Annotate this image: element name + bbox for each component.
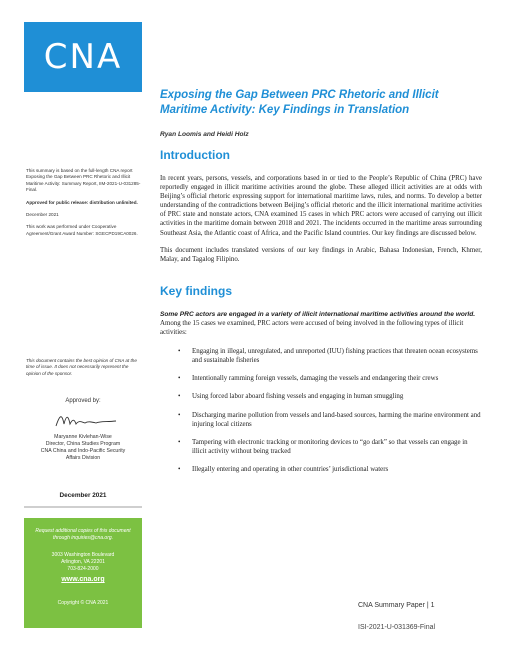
- website-link[interactable]: www.cna.org: [61, 576, 105, 583]
- sidebar-notes: [26, 168, 142, 243]
- approved-by-label: Approved by:: [65, 398, 101, 404]
- summary-note: This summary is based on the full-length CNA report Exposing the Gap Between PRC Rhetoric and Illicit Maritime Activity: Summary Report, IIM-2021-U-031285-Final.: [26, 168, 141, 193]
- approver-name: Maryanne Kivlehan-Wise: [54, 434, 112, 440]
- logo-text: CNA: [43, 37, 123, 77]
- introduction-heading: Introduction: [160, 148, 230, 162]
- phone: 703-824-2000: [67, 565, 99, 572]
- list-item: • Using forced labor aboard fishing vessels and engaging in human smuggling: [178, 393, 404, 401]
- key-findings-intro: [160, 310, 482, 337]
- bullet-icon: •: [178, 466, 181, 474]
- intro-paragraph-2: This document includes translated versions of our key findings in Arabic, Bahasa Indonesian, French, Khmer, Malay, and Tagalog Filipino.: [160, 246, 482, 263]
- footer-document-id: ISI-2021-U-031369-Final: [358, 624, 436, 631]
- document-page: [10, 8, 500, 648]
- approver-title-2: CNA China and Indo-Pacific Security: [40, 448, 126, 454]
- main-content: [160, 88, 482, 484]
- key-findings-lead: Some PRC actors are engaged in a variety of illicit international maritime activities around the world.: [160, 310, 476, 318]
- list-item: • Illegally entering and operating in other countries’ jurisdictional waters: [178, 466, 389, 474]
- approver-block: [24, 434, 142, 462]
- contact-box: [24, 518, 142, 628]
- approver-title-1: Director, China Studies Program: [45, 441, 121, 447]
- address: [28, 552, 138, 572]
- sidebar-divider: [24, 506, 142, 508]
- list-item: • Discharging marine pollution from vessels and land-based sources, harming the marine environment and injuring local citizens: [178, 411, 481, 428]
- copyright: Copyright © CNA 2021: [57, 600, 109, 606]
- contract-note: This work was performed under Cooperative Agreement/Grant Award Number: SGECPD19CA0026.: [26, 224, 138, 236]
- opinion-note: This document contains the best opinion of CNA at the time of issue. It does not necessarily represent the opinion of the sponsor.: [26, 358, 137, 376]
- list-item: • Intentionally ramming foreign vessels, damaging the vessels and endangering their crews: [178, 375, 439, 383]
- bullet-icon: •: [178, 393, 181, 401]
- document-title: Exposing the Gap Between PRC Rhetoric and Illicit Maritime Activity: Key Findings in Translation: [160, 89, 439, 116]
- bullet-icon: •: [178, 347, 181, 355]
- sidebar-date: December 2021: [59, 492, 107, 499]
- bullet-icon: •: [178, 375, 181, 383]
- sidebar-date-small: December 2021: [26, 212, 59, 218]
- findings-list: [160, 347, 482, 475]
- list-item: • Tampering with electronic tracking or monitoring devices to “go dark” so that vessels can engage in illicit activity without being tracked: [178, 439, 468, 456]
- intro-paragraph-1: In recent years, persons, vessels, and corporations based in or tied to the People’s Republic of China (PRC) have reportedly engaged in illicit maritime activities around the globe. These alleged illicit activities are at odds with Beijing’s official rhetoric expressing support for international maritime laws, rules, and norms. To develop a better understanding of the contradictions between Beijing’s official rhetoric and the illicit international maritime activities of PRC state and nonstate actors, CNA examined 15 cases in which PRC actors were accused of carrying out illicit activities in the maritime domain between 2018 and 2021. The incidents occurred in the maritime areas surrounding Southeast Asia, the Atlantic coast of Africa, and the Pacific Island countries. Our key findings are discussed below.: [160, 175, 482, 237]
- address-line-2: Arlington, VA 22201: [61, 558, 105, 565]
- key-findings-intro-text: Among the 15 cases we examined, PRC actors were accused of being involved in the following types of illicit activities:: [160, 319, 464, 336]
- sidebar: [24, 22, 142, 622]
- address-line-1: 3003 Washington Boulevard: [51, 552, 115, 558]
- list-item: • Engaging in illegal, unregulated, and unreported (IUU) fishing practices that threaten ocean ecosystems and sustainable fisheries: [178, 347, 478, 365]
- bullet-icon: •: [178, 439, 181, 447]
- bullet-icon: •: [178, 411, 181, 419]
- cna-logo: [24, 22, 142, 92]
- authors: Ryan Loomis and Heidi Holz: [160, 131, 249, 138]
- footer-page-label: CNA Summary Paper | 1: [358, 602, 435, 609]
- request-note: Request additional copies of this document through inquiries@cna.org.: [35, 528, 131, 541]
- release-note: Approved for public release: distribution unlimited.: [26, 199, 138, 205]
- key-findings-heading: Key findings: [160, 283, 233, 298]
- signature: [52, 410, 122, 432]
- approver-title-3: Affairs Division: [65, 455, 101, 461]
